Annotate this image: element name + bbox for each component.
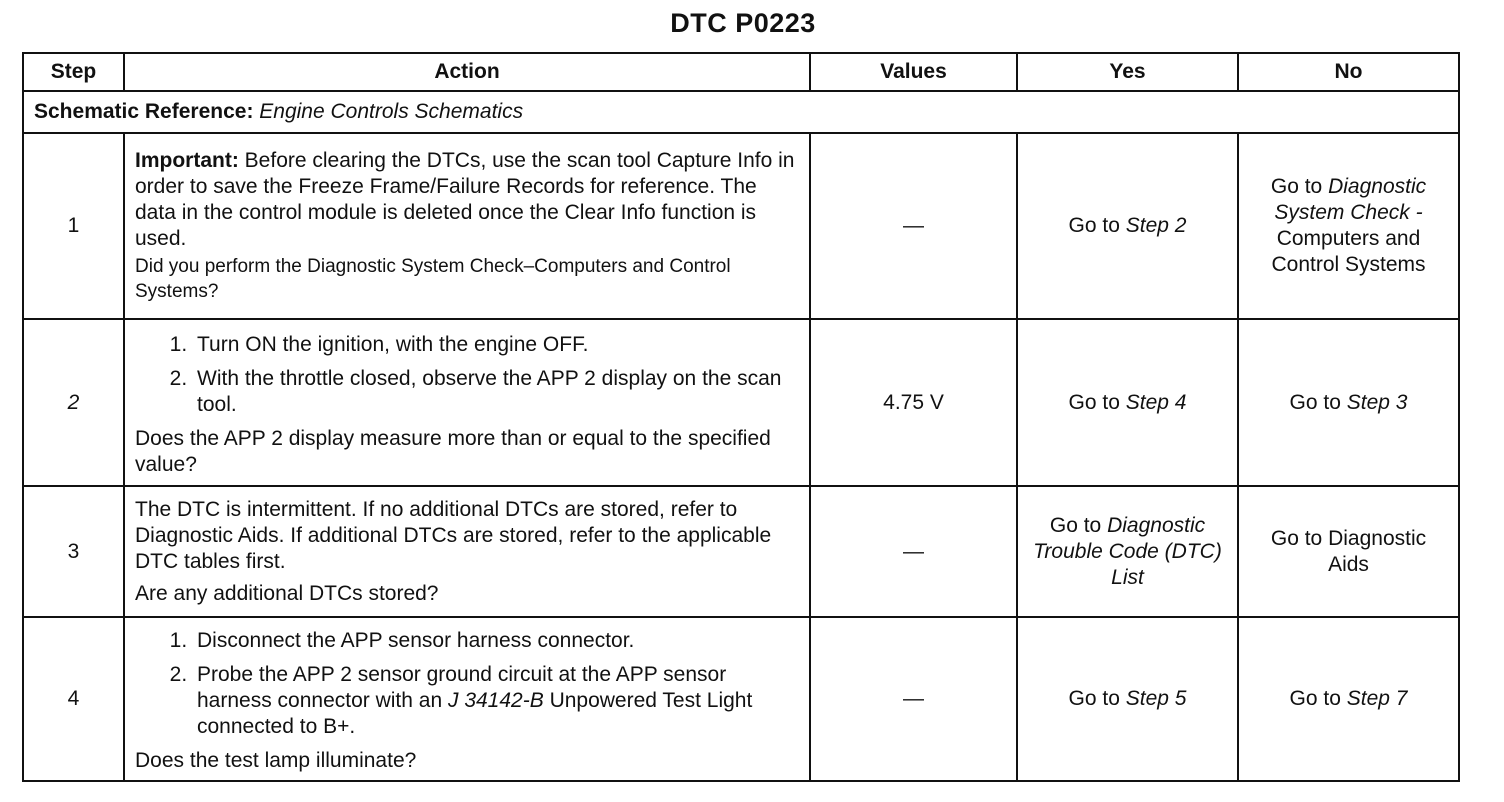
no-cell <box>1238 319 1459 486</box>
action-steps-list <box>135 332 799 418</box>
action-cell <box>124 319 810 486</box>
value-cell: — <box>810 617 1017 781</box>
yes-cell <box>1017 319 1238 486</box>
question-text: Does the APP 2 display measure more than or equal to the specified value? <box>135 426 771 476</box>
header-yes: Yes <box>1017 53 1238 91</box>
no-link[interactable]: Diagnostic System Check - <box>1274 175 1427 224</box>
list-item: 1. Turn ON the ignition, with the engine OFF. <box>193 332 799 358</box>
step-number: 4 <box>23 617 124 781</box>
diagnostic-table <box>22 52 1460 782</box>
yes-prefix: Go to <box>1049 513 1102 537</box>
header-action: Action <box>124 53 810 91</box>
list-item: 2. With the throttle closed, observe the APP 2 display on the scan tool. <box>193 366 799 418</box>
action-text: The DTC is intermittent. If no additional DTCs are stored, refer to Diagnostic Aids. If additional DTCs are stored, refer to the applicable DTC tables first. <box>135 497 772 573</box>
value-cell: — <box>810 133 1017 319</box>
action-cell <box>124 617 810 781</box>
yes-cell <box>1017 133 1238 319</box>
important-label: Important: <box>135 149 239 172</box>
value-cell: — <box>810 486 1017 617</box>
no-suffix: Computers and Control Systems <box>1271 227 1426 276</box>
page-title: DTC P0223 <box>670 8 816 38</box>
list-item: 1. Disconnect the APP sensor harness connector. <box>193 628 799 654</box>
yes-cell <box>1017 617 1238 781</box>
question-text: Are any additional DTCs stored? <box>135 581 439 605</box>
no-prefix: Go to <box>1289 687 1341 710</box>
no-prefix: Go to <box>1270 175 1323 198</box>
no-cell: Go to Diagnostic Aids <box>1238 486 1459 617</box>
action-cell <box>124 486 810 617</box>
value-cell: 4.75 V <box>810 319 1017 486</box>
yes-prefix: Go to <box>1068 214 1120 237</box>
header-row <box>23 53 1459 91</box>
step-number: 3 <box>23 486 124 617</box>
list-item <box>193 662 799 740</box>
action-cell <box>124 133 810 319</box>
schematic-reference-row <box>23 91 1459 133</box>
question-text: Did you perform the Diagnostic System Check–Computers and Control Systems? <box>135 256 731 302</box>
header-no: No <box>1238 53 1459 91</box>
schematic-reference-link[interactable]: Engine Controls Schematics <box>259 100 524 123</box>
yes-link[interactable]: Step 5 <box>1125 687 1187 710</box>
question-text: Does the test lamp illuminate? <box>135 749 417 772</box>
table-row <box>23 486 1459 617</box>
schematic-reference <box>23 91 1459 133</box>
tool-reference: J 34142-B <box>447 689 544 712</box>
step-number: 1 <box>23 133 124 319</box>
yes-link[interactable]: Step 2 <box>1125 214 1187 237</box>
important-text: Before clearing the DTCs, use the scan tool Capture Info in order to save the Freeze Frame/Failure Records for reference. The data in the control module is deleted once the Clear Info function is used. <box>135 149 795 250</box>
header-values: Values <box>810 53 1017 91</box>
yes-link[interactable]: Step 4 <box>1125 390 1187 414</box>
no-cell <box>1238 133 1459 319</box>
action-steps-list <box>135 628 799 740</box>
header-step: Step <box>23 53 124 91</box>
yes-cell <box>1017 486 1238 617</box>
schematic-reference-label: Schematic Reference: <box>34 100 254 123</box>
no-prefix: Go to <box>1289 390 1341 414</box>
table-row <box>23 319 1459 486</box>
table-row <box>23 617 1459 781</box>
yes-prefix: Go to <box>1068 687 1120 710</box>
step-text: Probe the APP 2 sensor ground circuit at the APP sensor harness connector with an <box>197 663 727 712</box>
step-text: Unpowered Test Light connected to B+. <box>197 689 753 738</box>
no-link[interactable]: Step 7 <box>1346 687 1408 710</box>
no-cell <box>1238 617 1459 781</box>
yes-link[interactable]: Diagnostic Trouble Code (DTC) List <box>1033 513 1222 589</box>
table-row <box>23 133 1459 319</box>
step-number: 2 <box>23 319 124 486</box>
yes-prefix: Go to <box>1068 390 1120 414</box>
no-link[interactable]: Step 3 <box>1346 390 1408 414</box>
